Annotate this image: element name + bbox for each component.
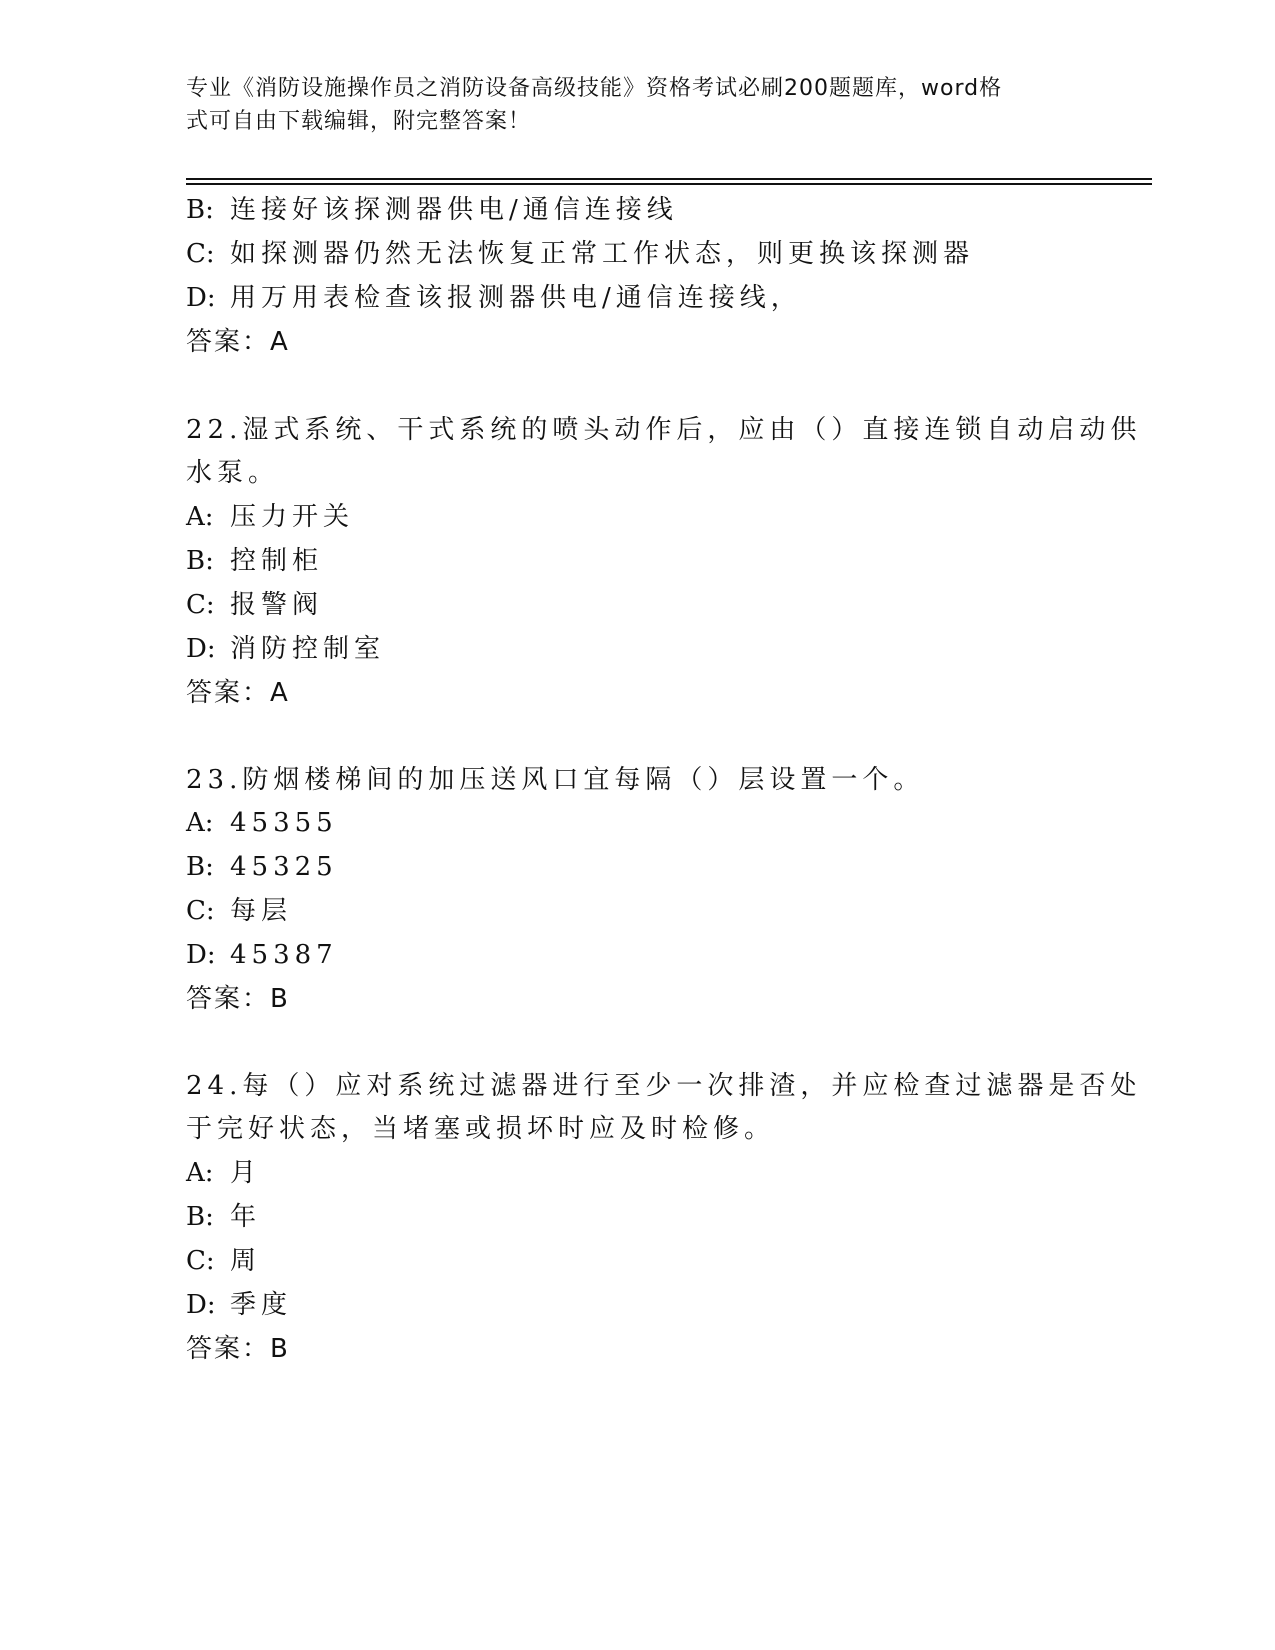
option-label: C: (186, 239, 215, 269)
option-text: 月 (230, 1158, 262, 1188)
option-text: 45387 (230, 940, 338, 970)
option-text: 年 (230, 1202, 262, 1232)
q24-option-d (186, 1288, 292, 1322)
q22-stem-line-1: 22.湿式系统、干式系统的喷头动作后，应由（）直接连锁自动启动供 (186, 415, 1142, 445)
option-text: 报警阀 (230, 590, 324, 620)
option-text: 用万用表检查该报测器供电/通信连接线， (230, 283, 802, 313)
header-divider-top (186, 178, 1152, 180)
q22-stem-line-2: 水泵。 (186, 458, 280, 488)
option-text: 如探测器仍然无法恢复正常工作状态，则更换该探测器 (230, 239, 975, 269)
q23-option-a (186, 806, 338, 840)
option-label: A: (186, 502, 214, 532)
q23-stem-line-1: 23.防烟楼梯间的加压送风口宜每隔（）层设置一个。 (186, 765, 925, 795)
q21-option-b (186, 193, 678, 227)
q22-answer: 答案：A (186, 678, 290, 708)
q21-answer: 答案：A (186, 327, 290, 357)
q24-answer: 答案：B (186, 1334, 290, 1364)
option-text: 控制柜 (230, 546, 324, 576)
q22-option-c (186, 588, 323, 622)
q24-stem-line-2: 于完好状态，当堵塞或损坏时应及时检修。 (186, 1114, 776, 1144)
q23-option-b (186, 850, 338, 884)
q24-option-b (186, 1200, 261, 1234)
q22-option-b (186, 544, 323, 578)
option-label: B: (186, 852, 214, 882)
option-label: D: (186, 1290, 216, 1320)
option-text: 45325 (230, 852, 338, 882)
option-label: C: (186, 590, 215, 620)
q24-option-a (186, 1156, 261, 1190)
option-text: 季度 (230, 1290, 293, 1320)
option-label: C: (186, 896, 215, 926)
option-label: D: (186, 634, 216, 664)
q22-option-d (186, 632, 385, 666)
q23-option-c (186, 894, 292, 928)
option-label: D: (186, 283, 216, 313)
q24-option-c (186, 1244, 261, 1278)
q24-stem-line-1: 24.每（）应对系统过滤器进行至少一次排渣，并应检查过滤器是否处 (186, 1071, 1142, 1101)
q21-option-d (186, 281, 802, 315)
option-text: 连接好该探测器供电/通信连接线 (230, 195, 678, 225)
option-text: 45355 (230, 808, 338, 838)
header-divider-bottom (186, 183, 1152, 185)
option-text: 每层 (230, 896, 293, 926)
option-label: D: (186, 940, 216, 970)
option-text: 消防控制室 (230, 634, 386, 664)
option-label: C: (186, 1246, 215, 1276)
q22-option-a (186, 500, 354, 534)
page-header (186, 72, 1066, 138)
option-label: B: (186, 195, 214, 225)
header-line-2: 式可自由下载编辑，附完整答案！ (186, 109, 532, 134)
option-label: A: (186, 808, 214, 838)
q23-option-d (186, 938, 338, 972)
option-text: 周 (230, 1246, 262, 1276)
option-label: A: (186, 1158, 214, 1188)
q21-option-c (186, 237, 974, 271)
header-line-1: 专业《消防设施操作员之消防设备高级技能》资格考试必刷200题题库，word格 (186, 76, 1003, 101)
option-text: 压力开关 (230, 502, 355, 532)
q23-answer: 答案：B (186, 984, 290, 1014)
option-label: B: (186, 546, 214, 576)
option-label: B: (186, 1202, 214, 1232)
